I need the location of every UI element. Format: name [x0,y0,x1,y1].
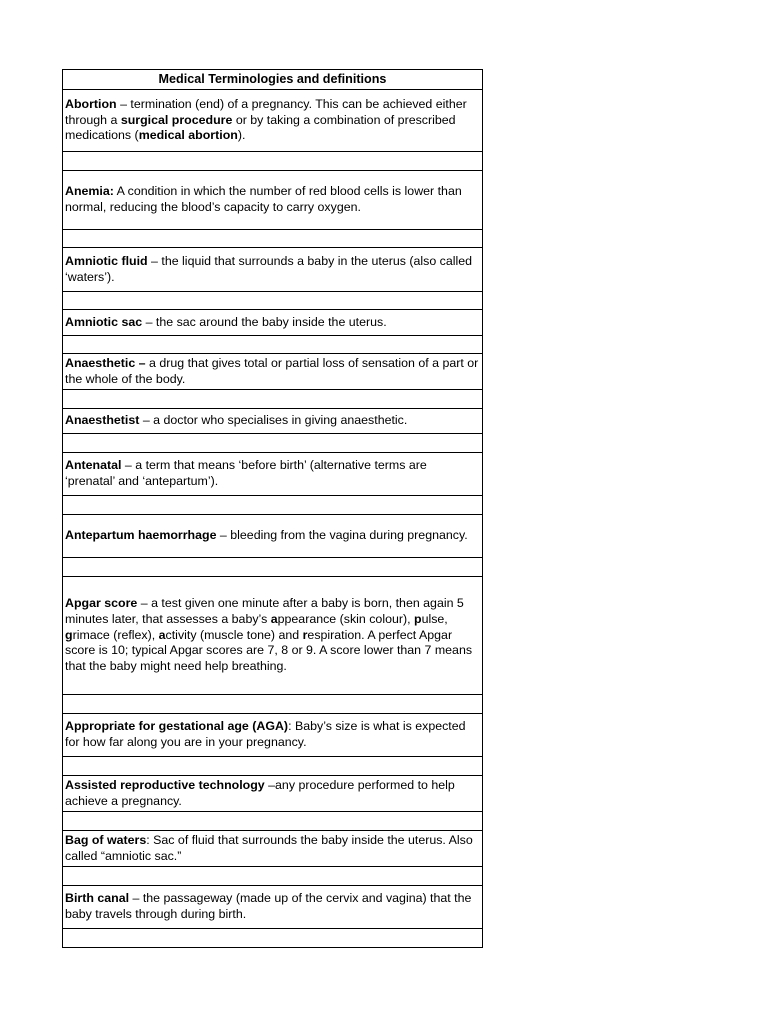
table-row-anemia [63,171,483,230]
apgar-letter: a [158,627,166,642]
term-separator: – [137,596,152,610]
apgar-letter: g [65,627,73,642]
apgar-letter: p [414,611,422,626]
definition-text: Baby’s size is what is expected for how far along you are in your pregnancy. [65,719,466,749]
table-row-abortion [63,90,483,152]
definition-text: the passageway (made up of the cervix and vagina) that the baby travels through during birth. [65,891,472,921]
definition-text: a test given one minute after a baby is born, then again 5 minutes later, that assesses a baby’s [65,596,464,626]
term-separator: – [139,413,154,428]
definition-text: ulse, [421,611,448,626]
definition-emphasis: surgical procedure [120,112,233,127]
definition-text: a doctor who specialises in giving anaesthetic. [153,413,408,428]
blank-row [63,929,483,948]
blank-row [63,230,483,248]
apgar-letter: a [270,611,278,626]
table-row-assisted-reproductive-technology [63,776,483,812]
term-label: Assisted reproductive technology [65,777,265,792]
table-row-apgar-score [63,577,483,695]
definition-text: the sac around the baby inside the uterus. [155,314,387,329]
term-separator: : [146,832,154,847]
term-separator: – [116,96,131,111]
blank-row [63,336,483,354]
term-label: Bag of waters [65,832,147,847]
term-label: Antenatal [65,458,122,473]
table-row-antenatal [63,453,483,496]
term-label: Antepartum haemorrhage [65,528,217,543]
table-row-birth-canal [63,886,483,929]
blank-row [63,812,483,831]
term-label: Abortion [65,96,117,111]
table-row-anaesthetic [63,354,483,390]
term-label: Appropriate for gestational age (AGA) [65,719,289,734]
table-row-antepartum-haemorrhage [63,515,483,558]
blank-row [63,496,483,515]
term-separator: – [142,314,156,329]
definition-text: the liquid that surrounds a baby in the uterus (also called ‘waters’). [65,253,473,284]
blank-row [63,695,483,714]
term-separator: – [147,253,162,268]
definition-text: or by taking a combination of prescribed medications ( [65,112,456,143]
definition-text: A condition in which the number of red blood cells is lower than normal, reducing the blood’s capacity to carry oxygen. [65,184,462,214]
blank-row [63,558,483,577]
table-title: Medical Terminologies and definitions [63,70,483,90]
definition-text: a term that means ‘before birth’ (alternative terms are ‘prenatal’ and ‘antepartum’). [65,458,427,488]
blank-row [63,757,483,776]
table-row-amniotic-sac [63,310,483,336]
definition-text: ). [237,128,246,143]
definition-text: bleeding from the vagina during pregnancy. [230,528,468,543]
term-separator: – [264,777,276,792]
blank-row [63,434,483,453]
definition-text: Sac of fluid that surrounds the baby inside the uterus. Also called “amniotic sac.” [65,832,473,863]
term-separator: – [129,891,143,906]
term-label: Amniotic sac [65,314,143,329]
table-row-bag-of-waters [63,831,483,867]
term-label: Anaesthetic – [65,355,146,370]
definition-text: rimace (reflex), [72,627,159,642]
term-separator: : [288,719,295,734]
blank-row [63,152,483,171]
blank-row [63,292,483,310]
term-label: Amniotic fluid [65,253,148,268]
term-label: Anemia: [65,184,114,199]
term-label: Anaesthetist [65,413,140,428]
term-label: Birth canal [65,891,130,906]
blank-row [63,867,483,886]
table-row-anaesthetist [63,409,483,434]
definition-text: a drug that gives total or partial loss of sensation of a part or the whole of the body. [65,355,479,386]
definition-text: any procedure performed to help achieve a pregnancy. [65,777,455,808]
apgar-letter: r [302,627,308,642]
definition-text: ppearance (skin colour), [277,611,414,626]
definition-emphasis: medical abortion [138,128,238,143]
term-separator: – [216,528,231,543]
term-separator: – [121,458,136,473]
table-row-amniotic-fluid [63,248,483,292]
terminology-table [62,69,483,948]
definition-text: espiration. A perfect Apgar score is 10; typical Apgar scores are 7, 8 or 9. A score lower than 7 means that the baby might need help breathing. [65,627,473,674]
definition-text: termination (end) of a pregnancy. This can be achieved either through a [65,96,467,127]
term-label: Apgar score [65,596,138,610]
blank-row [63,390,483,409]
definition-text: ctivity (muscle tone) and [165,627,303,642]
table-row-aga [63,714,483,757]
